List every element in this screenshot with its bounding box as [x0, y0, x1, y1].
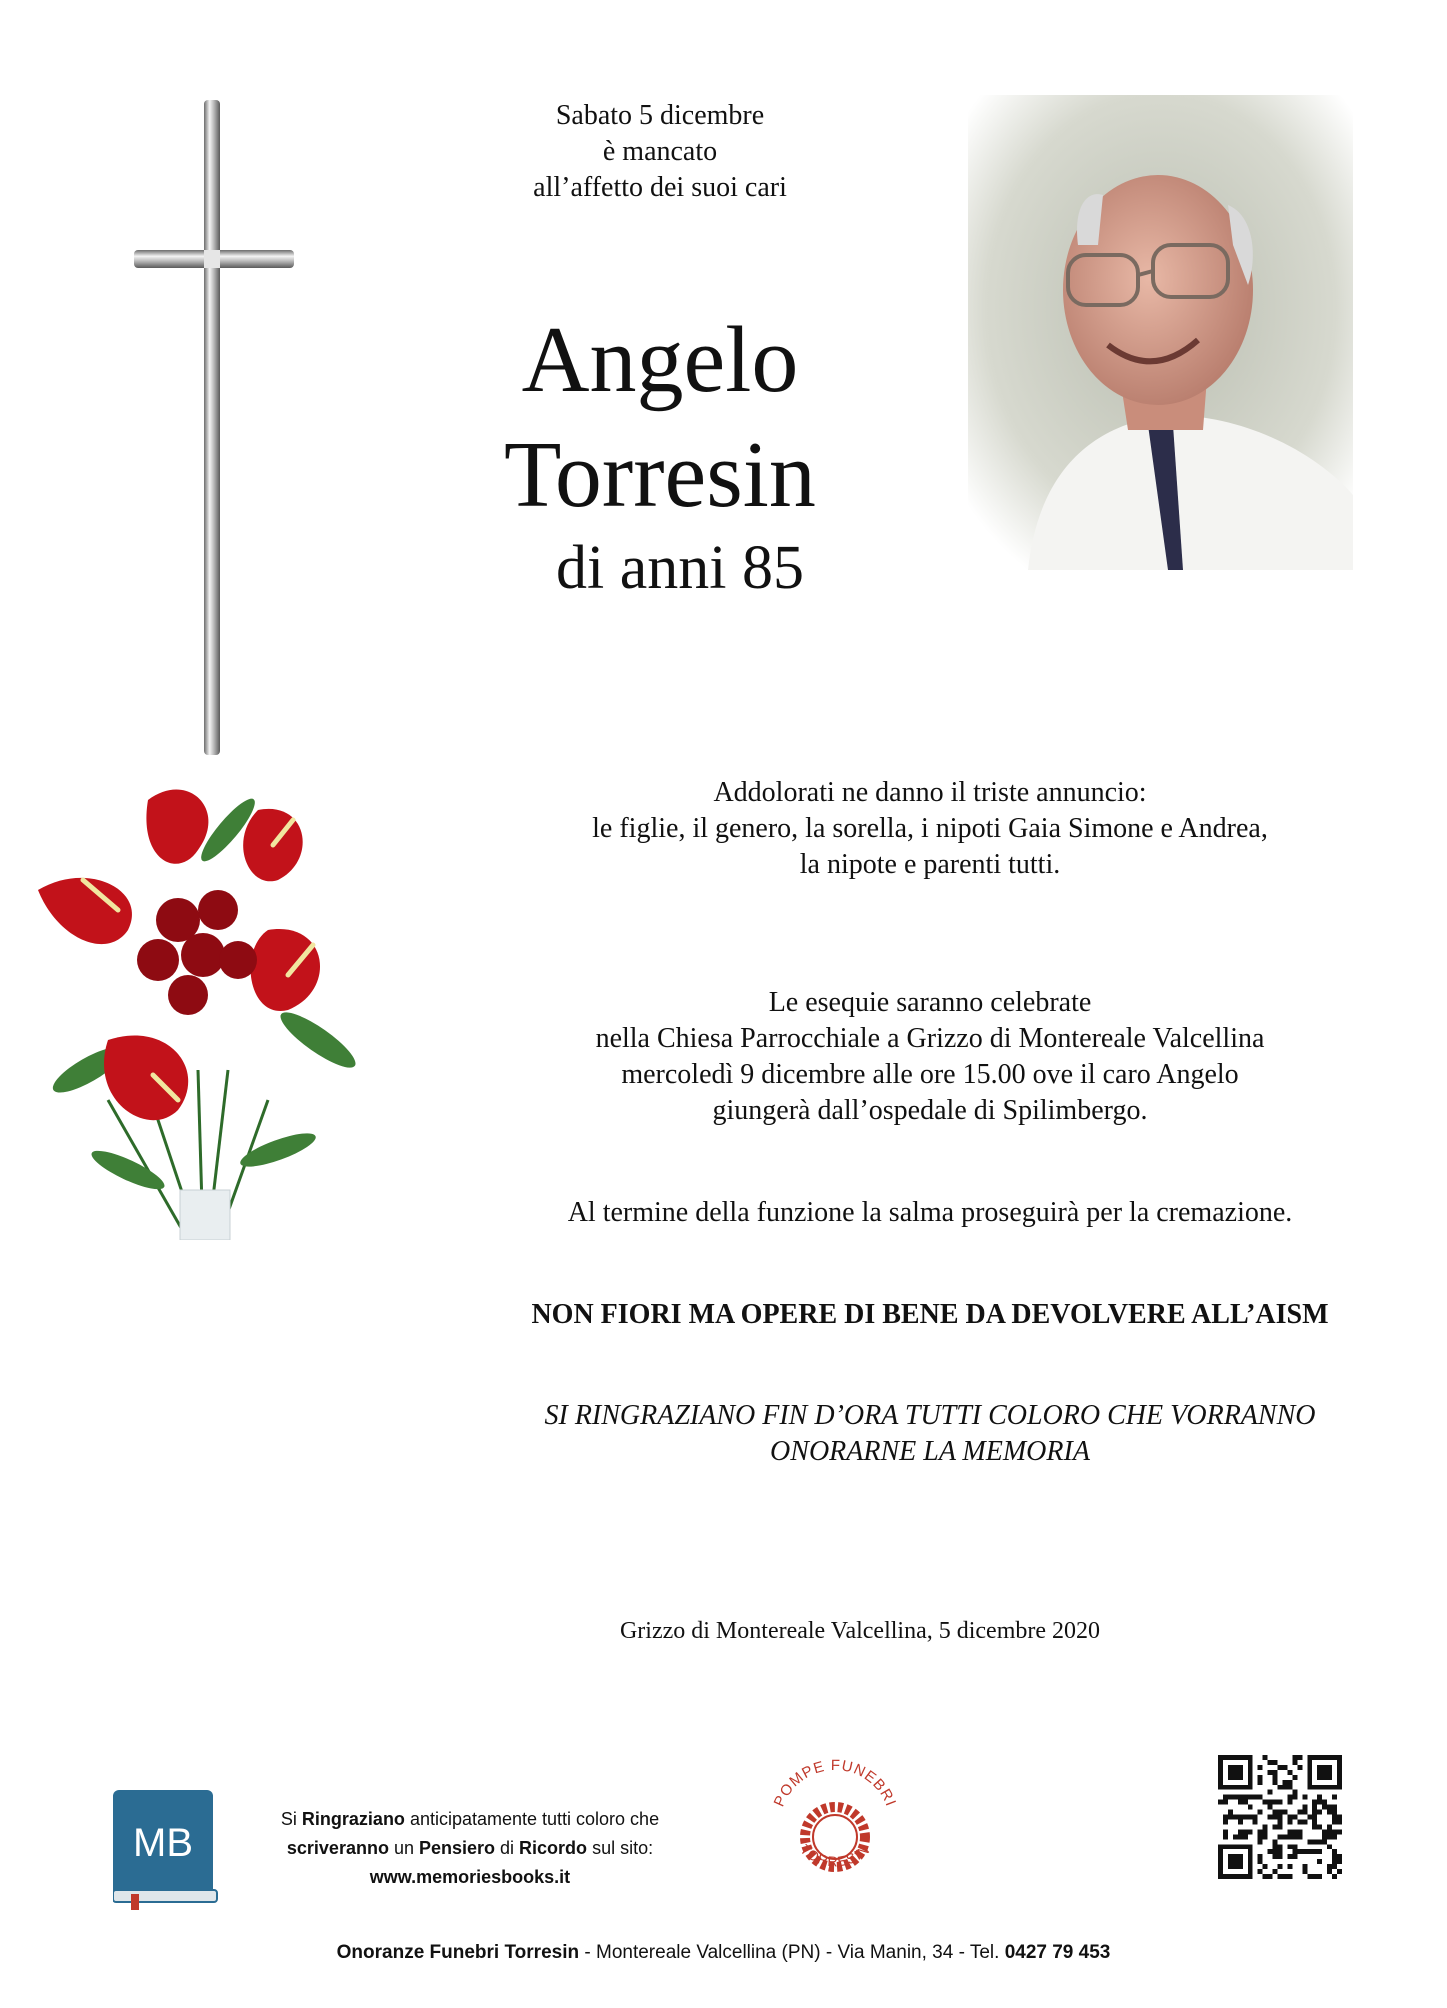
footer-contact	[0, 1940, 1447, 1966]
flower-bouquet-image	[28, 770, 378, 1240]
cremation-note: Al termine della funzione la salma proseguirà per la cremazione.	[567, 1197, 1293, 1228]
funeral-details	[420, 985, 1440, 1129]
memoriesbooks-text	[255, 1805, 685, 1892]
portrait-photo	[968, 95, 1353, 570]
thanks-line: ONORARNE LA MEMORIA	[770, 1436, 1090, 1467]
svg-text:POMPE FUNEBRI	[771, 1757, 900, 1809]
thanks-line: SI RINGRAZIANO FIN D’ORA TUTTI COLORO CHE VORRANNO	[544, 1400, 1316, 1431]
memoriesbooks-url[interactable]: www.memoriesbooks.it	[369, 1867, 571, 1887]
cross-icon	[130, 100, 300, 760]
footer-company: Onoranze Funebri Torresin	[336, 1942, 580, 1963]
qr-code[interactable]	[1218, 1755, 1342, 1879]
deceased-first-name: Angelo	[521, 308, 799, 412]
funeral-line: Le esequie saranno celebrate	[768, 987, 1092, 1018]
intro-line: all’affetto dei suoi cari	[533, 172, 787, 203]
funeral-line: nella Chiesa Parrocchiale a Grizzo di Montereale Valcellina	[595, 1023, 1265, 1054]
funeral-line: giungerà dall’ospedale di Spilimbergo.	[712, 1095, 1148, 1126]
announcement-line: Addolorati ne danno il triste annuncio:	[713, 777, 1147, 808]
deceased-last-name: Torresin	[504, 423, 816, 527]
memoriesbooks-logo-text: MB	[133, 1821, 193, 1865]
deceased-age: di anni 85	[556, 534, 804, 602]
intro-text	[470, 98, 850, 206]
svg-text:TORRESIN	[797, 1841, 873, 1870]
announcement-line: le figlie, il genero, la sorella, i nipoti Gaia Simone e Andrea,	[592, 813, 1268, 844]
thanks-text	[420, 1398, 1440, 1470]
funeral-line: mercoledì 9 dicembre alle ore 15.00 ove il caro Angelo	[621, 1059, 1239, 1090]
logo-bottom-text: TORRESIN	[797, 1840, 873, 1870]
intro-line: è mancato	[602, 136, 718, 167]
memoriesbooks-line: Si Ringraziano anticipatamente tutti coloro che	[280, 1809, 660, 1829]
intro-line: Sabato 5 dicembre	[555, 100, 765, 131]
memoriesbooks-logo	[113, 1790, 221, 1910]
footer-address: - Montereale Valcellina (PN) - Via Manin, 34 - Tel.	[579, 1942, 1005, 1963]
donation-note: NON FIORI MA OPERE DI BENE DA DEVOLVERE ALL’AISM	[531, 1299, 1329, 1330]
pompe-funebri-logo	[760, 1745, 910, 1895]
announcement-line: la nipote e parenti tutti.	[799, 849, 1061, 880]
announcement-text	[420, 775, 1440, 883]
memoriesbooks-line: scriveranno un Pensiero di Ricordo sul sito:	[286, 1838, 654, 1858]
logo-top-text: POMPE FUNEBRI	[770, 1756, 900, 1810]
footer-phone: 0427 79 453	[1004, 1942, 1111, 1963]
place-date: Grizzo di Montereale Valcellina, 5 dicembre 2020	[619, 1618, 1101, 1644]
